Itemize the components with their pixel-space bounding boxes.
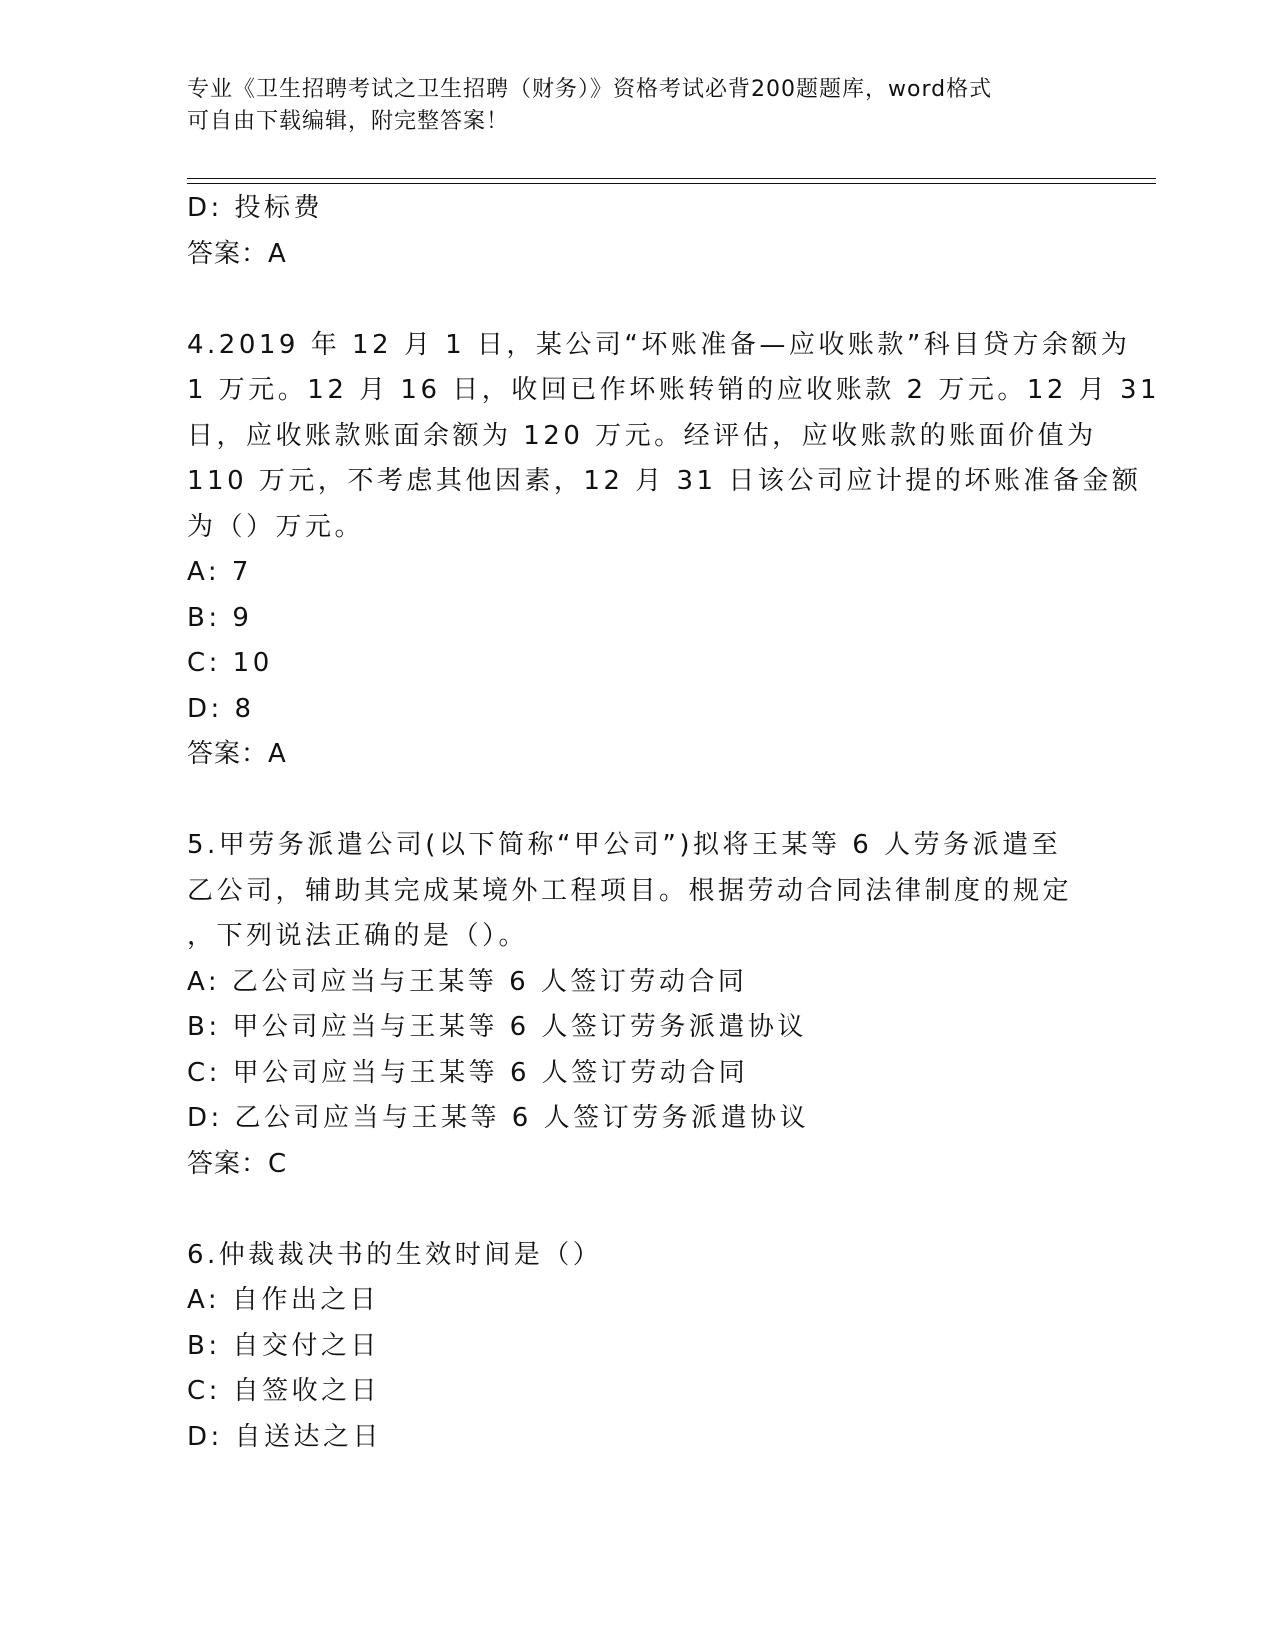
header-divider-thin (187, 178, 1156, 179)
question-content (187, 186, 1161, 1460)
question-stem-line: 110 万元，不考虑其他因素，12 月 31 日该公司应计提的坏账准备金额 (187, 466, 1142, 496)
option-a: A: 自作出之日 (187, 1285, 380, 1315)
question-stem-line: 5.甲劳务派遣公司(以下简称“甲公司”)拟将王某等 6 人劳务派遣至 (187, 830, 1062, 860)
header-title-line-2: 可自由下载编辑，附完整答案！ (187, 109, 510, 134)
answer-line: 答案：A (187, 238, 287, 269)
option-a: A: 乙公司应当与王某等 6 人签订劳动合同 (187, 966, 748, 997)
option-c: C: 甲公司应当与王某等 6 人签订劳动合同 (187, 1057, 749, 1088)
question-stem-line: 1 万元。12 月 16 日，收回已作坏账转销的应收账款 2 万元。12 月 31 (187, 375, 1161, 405)
header-title-line-1: 专业《卫生招聘考试之卫生招聘（财务）》资格考试必背200题题库，word格式 (187, 77, 993, 102)
question-stem-line: ，下列说法正确的是（）。 (187, 921, 529, 951)
answer-line: 答案：A (187, 739, 287, 769)
blank-line (187, 277, 1087, 323)
option-c: C: 10 (187, 648, 273, 678)
option-b: B: 9 (187, 602, 253, 633)
option-d: D: 投标费 (187, 193, 324, 223)
blank-line (187, 778, 1087, 824)
option-d: D: 自送达之日 (187, 1421, 383, 1452)
question-stem-line: 日，应收账款账面余额为 120 万元。经评估，应收账款的账面价值为 (187, 420, 1097, 451)
option-b: B: 甲公司应当与王某等 6 人签订劳务派遣协议 (187, 1012, 807, 1042)
question-stem-line: 乙公司，辅助其完成某境外工程项目。根据劳动合同法律制度的规定 (187, 875, 1073, 906)
previous-question-tail (187, 186, 1087, 277)
question-stem-line: 为（）万元。 (187, 511, 365, 542)
question-stem-line: 6.仲裁裁决书的生效时间是（） (187, 1239, 603, 1270)
option-d: D: 乙公司应当与王某等 6 人签订劳务派遣协议 (187, 1103, 810, 1133)
page-header (187, 74, 1067, 138)
option-d: D: 8 (187, 693, 255, 724)
option-a: A: 7 (187, 557, 252, 587)
question-4 (187, 323, 1161, 778)
blank-line (187, 1187, 1087, 1233)
question-5 (187, 823, 1087, 1187)
option-b: B: 自交付之日 (187, 1330, 380, 1361)
header-divider-thick (187, 183, 1156, 184)
option-c: C: 自签收之日 (187, 1376, 381, 1406)
answer-line: 答案：C (187, 1148, 288, 1179)
question-stem-line: 4.2019 年 12 月 1 日，某公司“坏账准备—应收账款”科目贷方余额为 (187, 329, 1131, 360)
question-6 (187, 1233, 1087, 1461)
